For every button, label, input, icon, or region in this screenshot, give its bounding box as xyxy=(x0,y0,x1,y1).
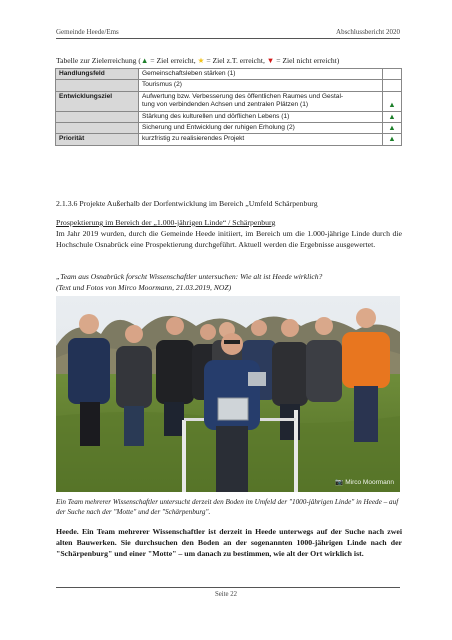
goals-mark-cell xyxy=(383,80,402,91)
goals-content-line: Sicherung und Entwicklung der ruhigen Erholung (2) xyxy=(142,124,295,132)
section-heading: 2.1.3.6 Projekte Außerhalb der Dorfentwicklung im Bereich „Umfeld Schärpenburg xyxy=(56,199,318,208)
section-subheading: Prospektierung im Bereich der „1.000-jährigen Linde“ / Schärpenburg xyxy=(56,218,276,227)
photo-caption: Ein Team mehrerer Wissenschaftler untersucht derzeit den Boden im Umfeld der "1000-jährigen Linde" in Heede – auf der Suche nach der "Motte" und der "Schärpenburg". xyxy=(56,498,399,516)
header-rule xyxy=(56,38,400,39)
triangle-up-green-icon: ▲ xyxy=(383,91,402,111)
legend-not-reached: = Ziel nicht erreicht) xyxy=(276,56,340,65)
goals-mark-cell xyxy=(383,69,402,80)
goals-field-cell: Entwicklungsziel xyxy=(56,91,139,111)
triangle-up-green-icon: ▲ xyxy=(140,56,149,65)
triangle-down-red-icon: ▼ xyxy=(266,56,275,65)
photo-credit-name: Mirco Moormann xyxy=(345,479,394,486)
page-number: Seite 22 xyxy=(214,591,238,598)
goals-content-line: kurzfristig zu realisierendes Projekt xyxy=(142,135,245,143)
goals-field-cell xyxy=(56,111,139,122)
goals-row xyxy=(56,123,402,134)
goals-field-cell xyxy=(56,80,139,91)
goals-content-cell xyxy=(139,123,383,134)
goals-content-cell xyxy=(139,91,383,111)
goals-content-line: tung von verbindenden Achsen und zentralen Plätzen (1) xyxy=(142,101,309,109)
team-photo-illustration xyxy=(56,296,400,492)
goals-content-line: Aufwertung bzw. Verbesserung des öffentlichen Raumes und Gestal- xyxy=(142,92,344,100)
goals-row xyxy=(56,111,402,122)
goals-content-cell xyxy=(139,111,383,122)
camera-icon: 📷 xyxy=(335,479,344,486)
triangle-up-green-icon: ▲ xyxy=(383,134,402,145)
star-yellow-icon: ★ xyxy=(197,56,205,65)
goals-row xyxy=(56,80,402,91)
goal-legend xyxy=(56,56,406,65)
goals-field-cell: Priorität xyxy=(56,134,139,145)
quote-title: „Team aus Osnabrück forscht Wissenschaftler untersuchen: Wie alt ist Heede wirklich? xyxy=(56,272,323,281)
team-photo xyxy=(56,296,400,492)
goals-row xyxy=(56,69,402,80)
goals-content-cell xyxy=(139,69,383,80)
footer-rule xyxy=(56,587,400,588)
header-municipality: Gemeinde Heede/Ems xyxy=(56,28,119,36)
legend-partial: = Ziel z.T. erreicht, xyxy=(206,56,265,65)
goals-content-cell xyxy=(139,80,383,91)
goals-row xyxy=(56,134,402,145)
header-report-title: Abschlussbericht 2020 xyxy=(336,28,400,36)
goals-field-cell: Handlungsfeld xyxy=(56,69,139,80)
triangle-up-green-icon: ▲ xyxy=(383,123,402,134)
goals-content-line: Stärkung des kulturellen und dörflichen Lebens (1) xyxy=(142,112,290,120)
goals-content-cell xyxy=(139,134,383,145)
quote-source: (Text und Fotos von Mirco Moormann, 21.03.2019, NOZ) xyxy=(56,283,232,292)
article-lead: Heede. Ein Team mehrerer Wissenschaftler ist derzeit in Heede unterwegs auf der Suche nach zwei alten Bauwerken. Sie durchsuchen den Boden an der sogenannten 1000-jährigen Linde nach der "Schärpenburg" und einer "Motte" – um danach zu bestimmen, wie alt der Ort wirklich ist. xyxy=(56,527,402,558)
goals-row xyxy=(56,91,402,111)
goals-table xyxy=(55,68,402,146)
page-header xyxy=(56,26,400,38)
legend-reached: = Ziel erreicht, xyxy=(150,56,196,65)
goals-content-line: Gemeinschaftsleben stärken (1) xyxy=(142,70,236,77)
section-paragraph: Im Jahr 2019 wurden, durch die Gemeinde Heede initiiert, im Bereich um die 1.000-jährige Linde durch die Hochschule Osnabrück eine Prospektierung durchgeführt. Aktuell werden die Ergebnisse ausgewertet. xyxy=(56,229,402,249)
triangle-up-green-icon: ▲ xyxy=(383,111,402,122)
goals-content-line: Tourismus (2) xyxy=(142,81,182,89)
legend-prefix: Tabelle zur Zielerreichung ( xyxy=(56,56,141,65)
photo-credit xyxy=(335,478,394,486)
goals-field-cell xyxy=(56,123,139,134)
